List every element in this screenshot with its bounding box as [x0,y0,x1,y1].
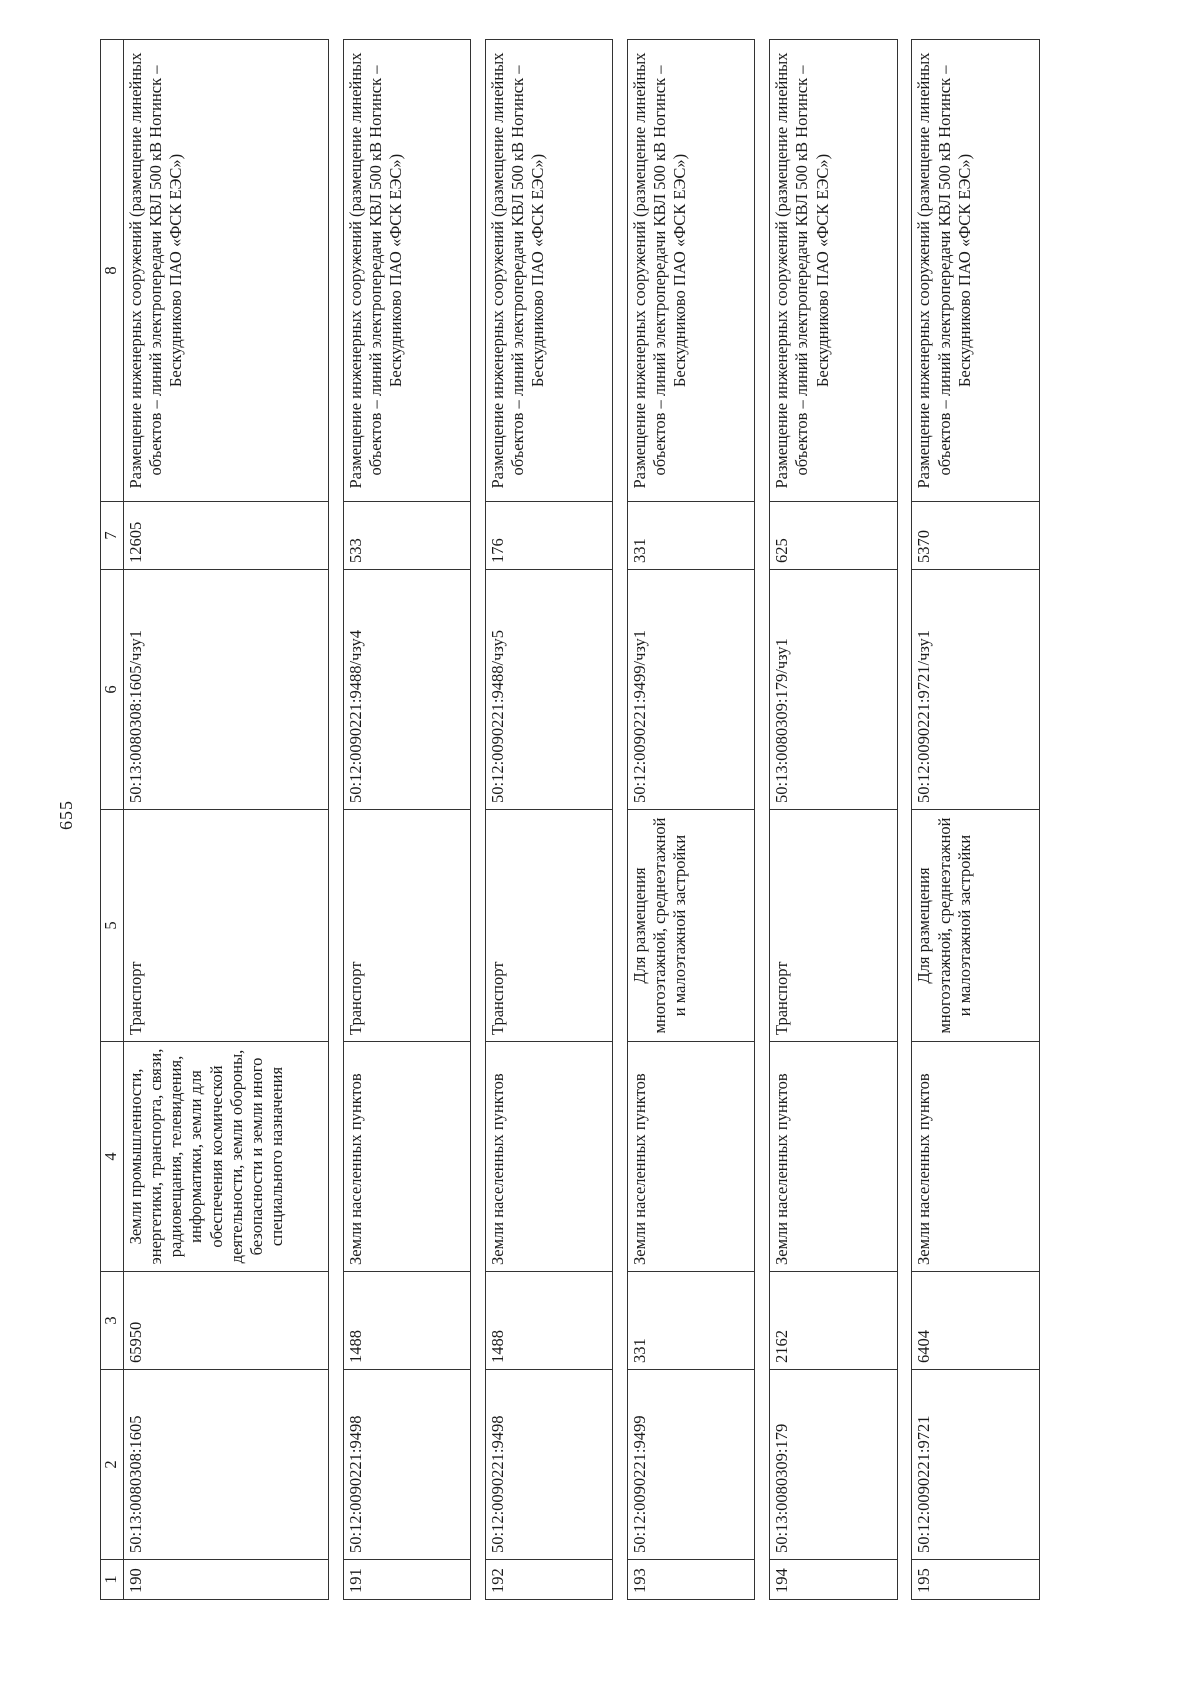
row-separator [471,40,486,1600]
row-number: 190 [124,1560,329,1600]
table-row [343,40,470,1600]
land-part-area: 176 [485,502,612,570]
land-part-number: 50:12:0090221:9488/чзу5 [485,570,612,810]
row-number: 193 [628,1560,755,1600]
cadastral-number: 50:12:0090221:9498 [343,1370,470,1560]
row-separator [613,40,628,1600]
row-number: 192 [485,1560,612,1600]
header-row [101,40,124,1600]
land-area: 1488 [343,1272,470,1370]
land-part-area: 12605 [124,502,329,570]
usage-purpose: Размещение инженерных сооружений (размещение линейных объектов – линий электропередачи КВЛ 500 кВ Ногинск – Бескудниково ПАО «ФСК ЕЭС») [770,40,897,502]
column-header: 7 [101,502,124,570]
permitted-use: Транспорт [124,810,329,1042]
land-area: 331 [628,1272,755,1370]
cadastral-number: 50:13:0080308:1605 [124,1370,329,1560]
table-row [124,40,329,1600]
cadastral-number: 50:13:0080309:179 [770,1370,897,1560]
land-part-area: 5370 [912,502,1040,570]
land-part-number: 50:12:0090221:9488/чзу4 [343,570,470,810]
land-area: 6404 [912,1272,1040,1370]
land-part-number: 50:12:0090221:9499/чзу1 [628,570,755,810]
row-separator [328,40,343,1600]
land-part-number: 50:12:0090221:9721/чзу1 [912,570,1040,810]
cadastral-number: 50:12:0090221:9721 [912,1370,1040,1560]
land-category: Земли промышленности, энергетики, транспорта, связи, радиовещания, телевидения, информатики, земли для обеспечения космической деятельности, земли обороны, безопасности и земли иного специального назначения [124,1042,329,1272]
land-area: 1488 [485,1272,612,1370]
land-part-number: 50:13:0080309:179/чзу1 [770,570,897,810]
rotated-table-container [100,40,1040,1600]
land-area: 2162 [770,1272,897,1370]
land-category: Земли населенных пунктов [343,1042,470,1272]
column-header: 2 [101,1370,124,1560]
page-number: 655 [56,800,76,830]
column-header: 8 [101,40,124,502]
land-category: Земли населенных пунктов [485,1042,612,1272]
usage-purpose: Размещение инженерных сооружений (размещение линейных объектов – линий электропередачи КВЛ 500 кВ Ногинск – Бескудниково ПАО «ФСК ЕЭС») [124,40,329,502]
column-header: 4 [101,1042,124,1272]
row-number: 191 [343,1560,470,1600]
cadastral-number: 50:12:0090221:9499 [628,1370,755,1560]
usage-purpose: Размещение инженерных сооружений (размещение линейных объектов – линий электропередачи КВЛ 500 кВ Ногинск – Бескудниково ПАО «ФСК ЕЭС») [485,40,612,502]
table-row [628,40,755,1600]
land-area: 65950 [124,1272,329,1370]
land-category: Земли населенных пунктов [628,1042,755,1272]
column-header: 3 [101,1272,124,1370]
row-number: 195 [912,1560,1040,1600]
permitted-use: Для размещения многоэтажной, среднеэтажной и малоэтажной застройки [912,810,1040,1042]
column-header: 5 [101,810,124,1042]
row-separator [897,40,912,1600]
cadastral-number: 50:12:0090221:9498 [485,1370,612,1560]
usage-purpose: Размещение инженерных сооружений (размещение линейных объектов – линий электропередачи КВЛ 500 кВ Ногинск – Бескудниково ПАО «ФСК ЕЭС») [912,40,1040,502]
column-header: 1 [101,1560,124,1600]
land-part-area: 331 [628,502,755,570]
land-category: Земли населенных пунктов [912,1042,1040,1272]
land-category: Земли населенных пунктов [770,1042,897,1272]
land-register-table [100,39,1040,1600]
row-number: 194 [770,1560,897,1600]
row-separator [755,40,770,1600]
column-header: 6 [101,570,124,810]
land-part-number: 50:13:0080308:1605/чзу1 [124,570,329,810]
table-row [770,40,897,1600]
land-part-area: 533 [343,502,470,570]
usage-purpose: Размещение инженерных сооружений (размещение линейных объектов – линий электропередачи КВЛ 500 кВ Ногинск – Бескудниково ПАО «ФСК ЕЭС») [628,40,755,502]
permitted-use: Транспорт [770,810,897,1042]
permitted-use: Транспорт [343,810,470,1042]
permitted-use: Транспорт [485,810,612,1042]
usage-purpose: Размещение инженерных сооружений (размещение линейных объектов – линий электропередачи КВЛ 500 кВ Ногинск – Бескудниково ПАО «ФСК ЕЭС») [343,40,470,502]
permitted-use: Для размещения многоэтажной, среднеэтажной и малоэтажной застройки [628,810,755,1042]
land-part-area: 625 [770,502,897,570]
table-row [912,40,1040,1600]
table-row [485,40,612,1600]
